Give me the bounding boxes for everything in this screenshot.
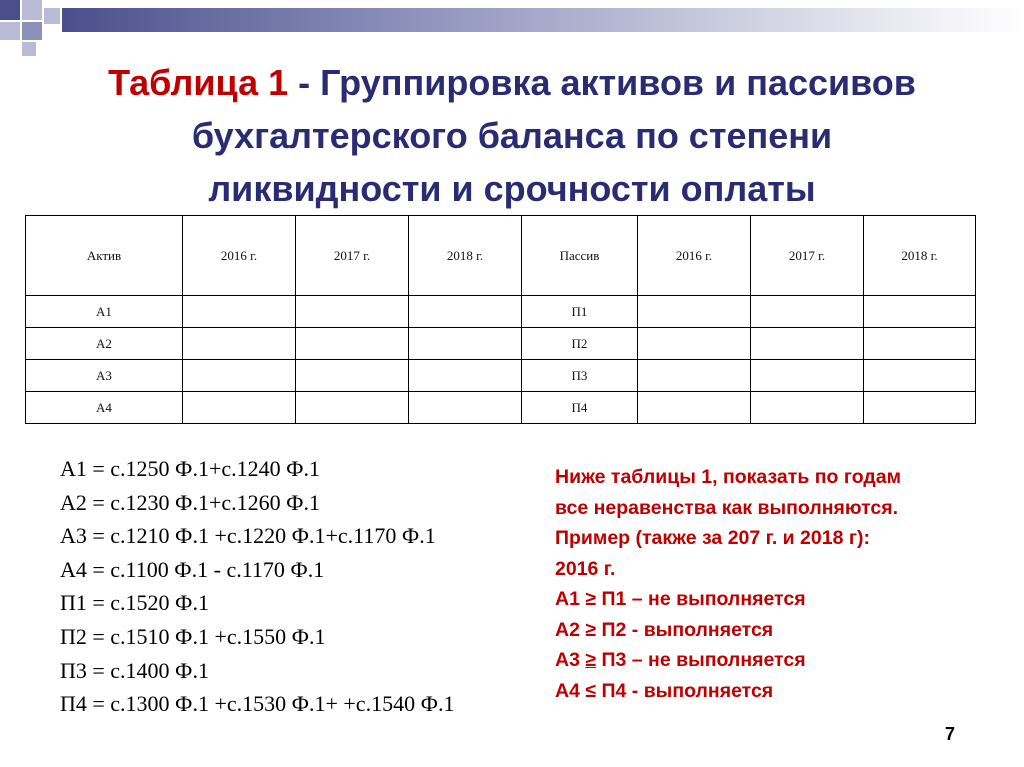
formula-item: П2 = с.1510 Ф.1 +с.1550 Ф.1 bbox=[60, 623, 326, 649]
liquidity-table bbox=[25, 215, 976, 424]
slide-title bbox=[20, 56, 1004, 215]
table-cell: П2 bbox=[522, 328, 638, 360]
table-row bbox=[26, 360, 976, 392]
decorative-square bbox=[22, 42, 36, 56]
decorative-square bbox=[0, 0, 20, 20]
table-cell bbox=[409, 328, 522, 360]
header-cell-liability-2018: 2018 г. bbox=[864, 216, 976, 296]
table-cell bbox=[864, 296, 976, 328]
decorative-square bbox=[0, 22, 20, 40]
table-cell bbox=[296, 360, 409, 392]
header-cell-liability-2016: 2016 г. bbox=[638, 216, 751, 296]
table-cell bbox=[638, 296, 751, 328]
note-line: Пример (также за 207 г. и 2018 г): bbox=[555, 527, 870, 549]
table-cell bbox=[864, 328, 976, 360]
inequality-rhs: П2 bbox=[601, 618, 627, 641]
table-cell: П4 bbox=[522, 392, 638, 424]
table-cell bbox=[409, 296, 522, 328]
inequality-rhs: П4 bbox=[601, 679, 627, 702]
inequality-line bbox=[555, 645, 995, 676]
table-cell bbox=[638, 328, 751, 360]
inequality-result: – не выполняется bbox=[626, 588, 806, 610]
table-cell bbox=[183, 296, 296, 328]
formula-item: П1 = с.1520 Ф.1 bbox=[60, 590, 209, 616]
header-cell-asset-2016: 2016 г. bbox=[183, 216, 296, 296]
inequality-operator: ≥ bbox=[585, 649, 597, 671]
table-cell bbox=[296, 328, 409, 360]
inequality-operator: ≥ bbox=[585, 588, 597, 610]
instruction-note bbox=[555, 462, 995, 706]
formula-item: А3 = с.1210 Ф.1 +с.1220 Ф.1+с.1170 Ф.1 bbox=[60, 523, 436, 549]
table-cell bbox=[751, 360, 864, 392]
table-cell: А2 bbox=[26, 328, 183, 360]
note-line: 2016 г. bbox=[555, 557, 616, 580]
table-row bbox=[26, 296, 976, 328]
inequality-lhs: А4 bbox=[555, 679, 580, 702]
title-line-2: бухгалтерского баланса по степени bbox=[191, 115, 833, 156]
formula-item: А1 = с.1250 Ф.1+с.1240 Ф.1 bbox=[60, 456, 320, 481]
inequality-line bbox=[555, 676, 995, 707]
inequality-result: - выполняется bbox=[626, 618, 774, 641]
header-cell-liability: Пассив bbox=[522, 216, 638, 296]
inequality-operator: ≥ bbox=[585, 618, 597, 641]
table-cell bbox=[751, 328, 864, 360]
table-cell bbox=[183, 360, 296, 392]
table-cell bbox=[864, 360, 976, 392]
decorative-square bbox=[44, 8, 60, 24]
note-line: Ниже таблицы 1, показать по годам bbox=[555, 466, 902, 488]
formula-list bbox=[60, 452, 454, 721]
table-cell: П3 bbox=[522, 360, 638, 392]
inequality-result: – не выполняется bbox=[626, 649, 806, 671]
formula-item: П3 = с.1400 Ф.1 bbox=[60, 657, 209, 683]
inequality-line bbox=[555, 615, 995, 646]
table-cell bbox=[409, 360, 522, 392]
inequality-result: - выполняется bbox=[626, 679, 774, 702]
title-separator: - bbox=[288, 62, 321, 103]
title-line-3: ликвидности и срочности оплаты bbox=[208, 168, 816, 209]
page-number: 7 bbox=[945, 724, 956, 744]
table-cell bbox=[409, 392, 522, 424]
header-gradient-bar bbox=[62, 8, 1024, 32]
table-row bbox=[26, 328, 976, 360]
table-cell bbox=[751, 392, 864, 424]
inequality-operator: ≤ bbox=[585, 679, 597, 702]
table-cell: А4 bbox=[26, 392, 183, 424]
inequality-line bbox=[555, 584, 995, 615]
table-cell: А1 bbox=[26, 296, 183, 328]
table-cell bbox=[864, 392, 976, 424]
inequality-lhs: А3 bbox=[555, 649, 580, 671]
table-cell: А3 bbox=[26, 360, 183, 392]
header-cell-asset: Актив bbox=[26, 216, 183, 296]
table-cell bbox=[296, 392, 409, 424]
header-cell-liability-2017: 2017 г. bbox=[751, 216, 864, 296]
formula-item: А2 = с.1230 Ф.1+с.1260 Ф.1 bbox=[60, 489, 320, 515]
formula-item: П4 = с.1300 Ф.1 +с.1530 Ф.1+ +с.1540 Ф.1 bbox=[60, 691, 455, 717]
decorative-square bbox=[22, 22, 42, 40]
title-table-label: Таблица 1 bbox=[108, 62, 289, 103]
note-line: все неравенства как выполняются. bbox=[555, 496, 899, 519]
table-cell bbox=[183, 328, 296, 360]
title-line-1: Группировка активов и пассивов bbox=[320, 62, 916, 103]
inequality-lhs: А1 bbox=[555, 588, 580, 610]
table-cell bbox=[638, 360, 751, 392]
table-cell: П1 bbox=[522, 296, 638, 328]
formula-item: А4 = с.1100 Ф.1 - с.1170 Ф.1 bbox=[60, 556, 325, 582]
table-cell bbox=[296, 296, 409, 328]
table-row bbox=[26, 392, 976, 424]
table-header-row bbox=[26, 216, 976, 296]
header-cell-asset-2017: 2017 г. bbox=[296, 216, 409, 296]
inequality-lhs: А2 bbox=[555, 618, 580, 641]
table-cell bbox=[751, 296, 864, 328]
inequality-rhs: П3 bbox=[601, 649, 627, 671]
inequality-rhs: П1 bbox=[601, 588, 627, 610]
table-cell bbox=[183, 392, 296, 424]
table-cell bbox=[638, 392, 751, 424]
header-cell-asset-2018: 2018 г. bbox=[409, 216, 522, 296]
decorative-square bbox=[22, 0, 42, 20]
